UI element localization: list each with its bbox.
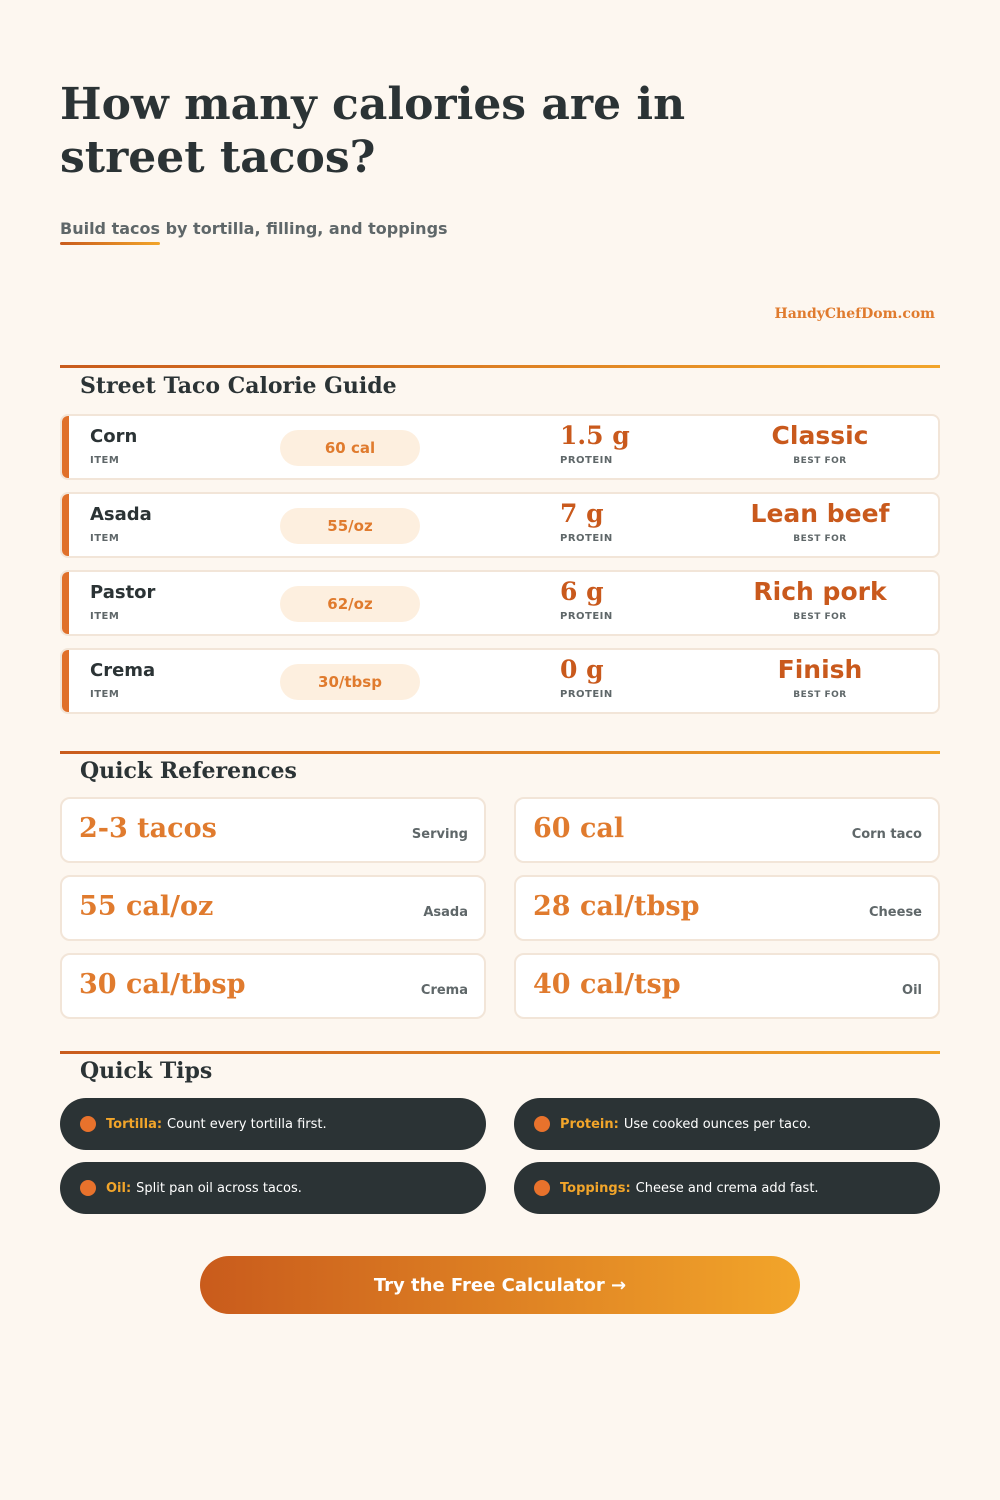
tip-item <box>514 1098 940 1150</box>
guide-row <box>60 492 940 558</box>
best-for-value: Classic <box>771 421 869 450</box>
reference-label: Corn taco <box>851 827 922 842</box>
reference-value: 2-3 tacos <box>79 813 217 844</box>
best-for-label: BEST FOR <box>793 690 847 700</box>
row-accent-bar <box>62 416 69 478</box>
reference-card <box>514 875 940 941</box>
reference-card <box>514 797 940 863</box>
reference-label: Cheese <box>869 905 922 920</box>
page-subtitle: Build tacos by tortilla, filling, and toppings <box>60 219 448 238</box>
reference-value: 40 cal/tsp <box>533 969 681 1000</box>
tip-text: Cheese and crema add fast. <box>635 1180 819 1196</box>
reference-label: Asada <box>423 905 468 920</box>
reference-label: Crema <box>420 983 468 998</box>
reference-value: 60 cal <box>533 813 625 844</box>
reference-label: Serving <box>411 827 468 842</box>
protein-label: PROTEIN <box>560 611 613 622</box>
calorie-pill: 30/tbsp <box>280 664 420 700</box>
tip-text: Split pan oil across tacos. <box>136 1180 302 1196</box>
item-name: Asada <box>90 504 152 525</box>
row-accent-bar <box>62 572 69 634</box>
calorie-pill: 62/oz <box>280 586 420 622</box>
reference-value: 55 cal/oz <box>79 891 214 922</box>
subtitle-underline <box>60 242 160 245</box>
item-name: Pastor <box>90 582 156 603</box>
guide-row <box>60 570 940 636</box>
item-name: Corn <box>90 426 138 447</box>
tip-key: Tortilla: <box>106 1116 163 1132</box>
reference-value: 28 cal/tbsp <box>533 891 700 922</box>
reference-card <box>60 953 486 1019</box>
best-for-value: Lean beef <box>750 499 890 528</box>
best-for-value: Finish <box>777 655 863 684</box>
item-label: ITEM <box>90 533 120 544</box>
protein-value: 1.5 g <box>560 421 630 450</box>
reference-card <box>514 953 940 1019</box>
best-for-label: BEST FOR <box>793 534 847 544</box>
reference-card <box>60 875 486 941</box>
bullet-dot-icon <box>80 1116 96 1132</box>
best-for-label: BEST FOR <box>793 612 847 622</box>
protein-value: 7 g <box>560 499 604 528</box>
protein-label: PROTEIN <box>560 455 613 466</box>
tip-text: Use cooked ounces per taco. <box>623 1116 812 1132</box>
protein-value: 6 g <box>560 577 604 606</box>
tips-title: Quick Tips <box>80 1058 213 1084</box>
guide-row <box>60 648 940 714</box>
guide-row <box>60 414 940 480</box>
tip-key: Protein: <box>560 1116 619 1132</box>
bullet-dot-icon <box>534 1116 550 1132</box>
reference-card <box>60 797 486 863</box>
best-for-label: BEST FOR <box>793 456 847 466</box>
calculator-cta-button[interactable]: Try the Free Calculator → <box>200 1256 800 1314</box>
protein-label: PROTEIN <box>560 689 613 700</box>
bullet-dot-icon <box>80 1180 96 1196</box>
calorie-pill: 60 cal <box>280 430 420 466</box>
section-divider <box>60 365 940 368</box>
tip-key: Oil: <box>106 1180 132 1196</box>
bullet-dot-icon <box>534 1180 550 1196</box>
protein-label: PROTEIN <box>560 533 613 544</box>
item-label: ITEM <box>90 689 120 700</box>
section-divider <box>60 1051 940 1054</box>
item-label: ITEM <box>90 611 120 622</box>
best-for-value: Rich pork <box>753 577 887 606</box>
protein-value: 0 g <box>560 655 604 684</box>
section-divider <box>60 751 940 754</box>
calorie-pill: 55/oz <box>280 508 420 544</box>
reference-value: 30 cal/tbsp <box>79 969 246 1000</box>
page-title: How many calories are in street tacos? <box>60 79 686 183</box>
reference-label: Oil <box>902 983 922 998</box>
tip-item <box>60 1098 486 1150</box>
brand-link[interactable]: HandyChefDom.com <box>774 306 935 322</box>
row-accent-bar <box>62 650 69 712</box>
row-accent-bar <box>62 494 69 556</box>
tip-text: Count every tortilla first. <box>167 1116 327 1132</box>
tip-item <box>514 1162 940 1214</box>
item-label: ITEM <box>90 455 120 466</box>
item-name: Crema <box>90 660 156 681</box>
tip-key: Toppings: <box>560 1180 631 1196</box>
guide-title: Street Taco Calorie Guide <box>80 373 397 399</box>
references-title: Quick References <box>80 758 297 784</box>
tip-item <box>60 1162 486 1214</box>
